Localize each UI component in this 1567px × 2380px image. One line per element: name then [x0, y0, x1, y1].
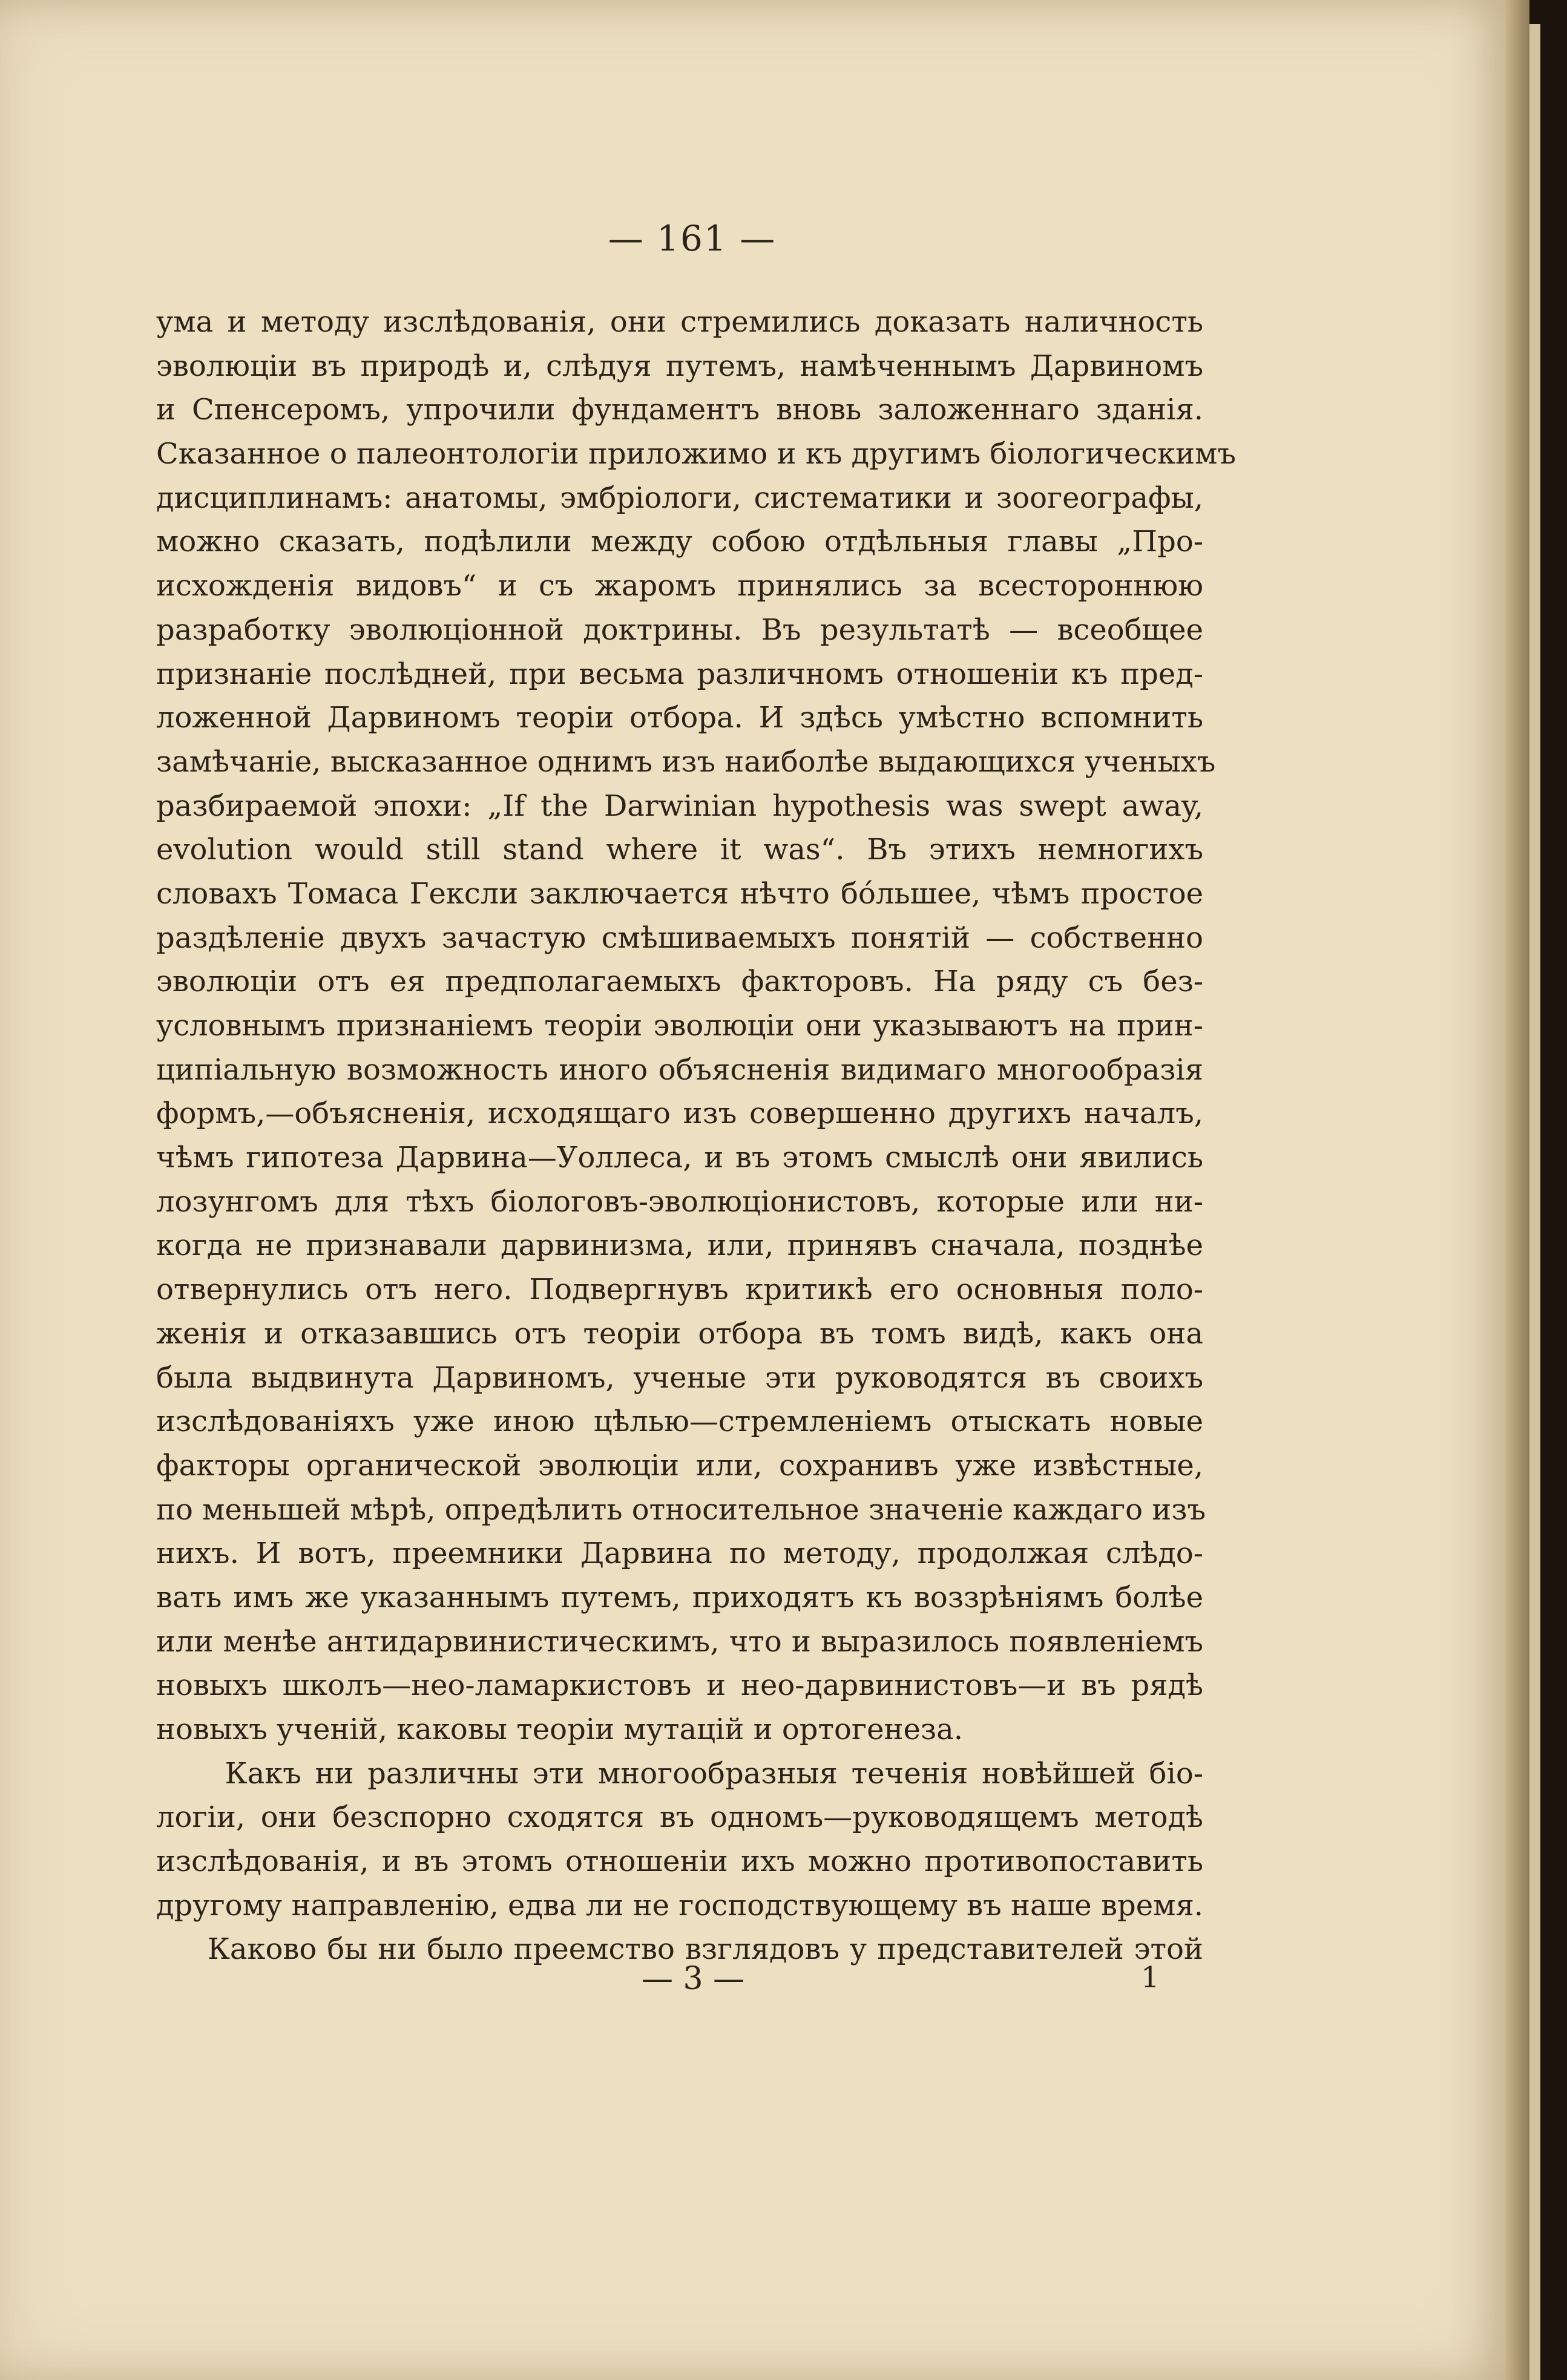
text-line: нихъ. И вотъ, преемники Дарвина по методу, продолжая слѣдо- [156, 1536, 1203, 1571]
text-line: новыхъ школъ—нео-ламаркистовъ и нео-дарвинистовъ—и въ рядѣ [156, 1668, 1203, 1703]
text-line: исхожденія видовъ“ и съ жаромъ принялись за всестороннюю [156, 569, 1203, 603]
signature-mark: — 3 — [642, 1961, 745, 1997]
text-line: лозунгомъ для тѣхъ біологовъ-эволюціонистовъ, которые или ни- [156, 1184, 1203, 1219]
text-line: изслѣдованіяхъ уже иною цѣлью—стремленіемъ отыскать новые [156, 1405, 1203, 1439]
text-line: признаніе послѣдней, при весьма различномъ отношеніи къ пред- [156, 657, 1203, 691]
text-line: была выдвинута Дарвиномъ, ученые эти руководятся въ своихъ [156, 1360, 1203, 1395]
page-edge-underlying [1529, 24, 1540, 2380]
text-line: женія и отказавшись отъ теоріи отбора въ томъ видѣ, какъ она [156, 1316, 1203, 1351]
text-line: изслѣдованія, и въ этомъ отношеніи ихъ можно противопоставить [156, 1844, 1203, 1879]
text-line: раздѣленіе двухъ зачастую смѣшиваемыхъ понятій — собственно [156, 920, 1203, 955]
running-head-page-number: — 161 — [608, 218, 777, 259]
text-line: другому направленію, едва ли не господствующему въ наше время. [156, 1888, 1203, 1923]
text-line: разработку эволюціонной доктрины. Въ результатѣ — всеобщее [156, 612, 1203, 647]
text-line: вать имъ же указаннымъ путемъ, приходятъ къ воззрѣніямъ болѣе [156, 1580, 1203, 1615]
text-line: замѣчаніе, высказанное однимъ изъ наиболѣе выдающихся ученыхъ [156, 744, 1216, 779]
gathering-number: 1 [1141, 1961, 1160, 1995]
text-line: Каково бы ни было преемство взглядовъ у представителей этой [156, 1932, 1203, 1967]
text-line: когда не признавали дарвинизма, или, принявъ сначала, позднѣе [156, 1228, 1203, 1263]
text-line: условнымъ признаніемъ теоріи эволюціи они указываютъ на прин- [156, 1009, 1203, 1043]
text-line: эволюціи отъ ея предполагаемыхъ факторовъ. На ряду съ без- [156, 965, 1203, 999]
text-line: можно сказать, подѣлили между собою отдѣльныя главы „Про- [156, 525, 1203, 559]
text-line: или менѣе антидарвинистическимъ, что и выразилось появленіемъ [156, 1624, 1203, 1659]
body-text [156, 300, 1236, 1972]
page-edge-shadow [1505, 0, 1529, 2380]
text-line: ложенной Дарвиномъ теоріи отбора. И здѣсь умѣстно вспомнить [156, 701, 1203, 735]
text-line: и Спенсеромъ, упрочили фундаментъ вновь заложеннаго зданія. [156, 393, 1203, 427]
text-line: факторы органической эволюціи или, сохранивъ уже извѣстные, [156, 1448, 1203, 1483]
text-line: дисциплинамъ: анатомы, эмбріологи, систематики и зоогеографы, [156, 480, 1203, 515]
text-line: новыхъ ученій, каковы теоріи мутацій и ортогенеза. [156, 1713, 963, 1746]
text-line: разбираемой эпохи: „If the Darwinian hypothesis was swept away, [156, 788, 1203, 823]
text-line: отвернулись отъ него. Подвергнувъ критикѣ его основныя поло- [156, 1273, 1203, 1307]
text-line: ципіальную возможность иного объясненія видимаго многообразія [156, 1052, 1203, 1087]
text-line: ума и методу изслѣдованія, они стремились доказать наличность [156, 305, 1203, 339]
text-line: логіи, они безспорно сходятся въ одномъ—руководящемъ методѣ [156, 1800, 1203, 1835]
text-line: чѣмъ гипотеза Дарвина—Уоллеса, и въ этомъ смыслѣ они явились [156, 1141, 1203, 1175]
text-line: Сказанное о палеонтологіи приложимо и къ другимъ біологическимъ [156, 437, 1236, 471]
text-line: evolution would still stand where it was“. Въ этихъ немногихъ [156, 833, 1203, 867]
text-line: по меньшей мѣрѣ, опредѣлить относительное значеніе каждаго изъ [156, 1492, 1206, 1527]
text-line: Какъ ни различны эти многообразныя теченія новѣйшей біо- [156, 1756, 1203, 1791]
text-line: эволюціи въ природѣ и, слѣдуя путемъ, намѣченнымъ Дарвиномъ [156, 349, 1203, 383]
text-line: формъ,—объясненія, исходящаго изъ совершенно другихъ началъ, [156, 1097, 1203, 1131]
text-line: словахъ Томаса Гексли заключается нѣчто бо́льшее, чѣмъ простое [156, 876, 1203, 911]
